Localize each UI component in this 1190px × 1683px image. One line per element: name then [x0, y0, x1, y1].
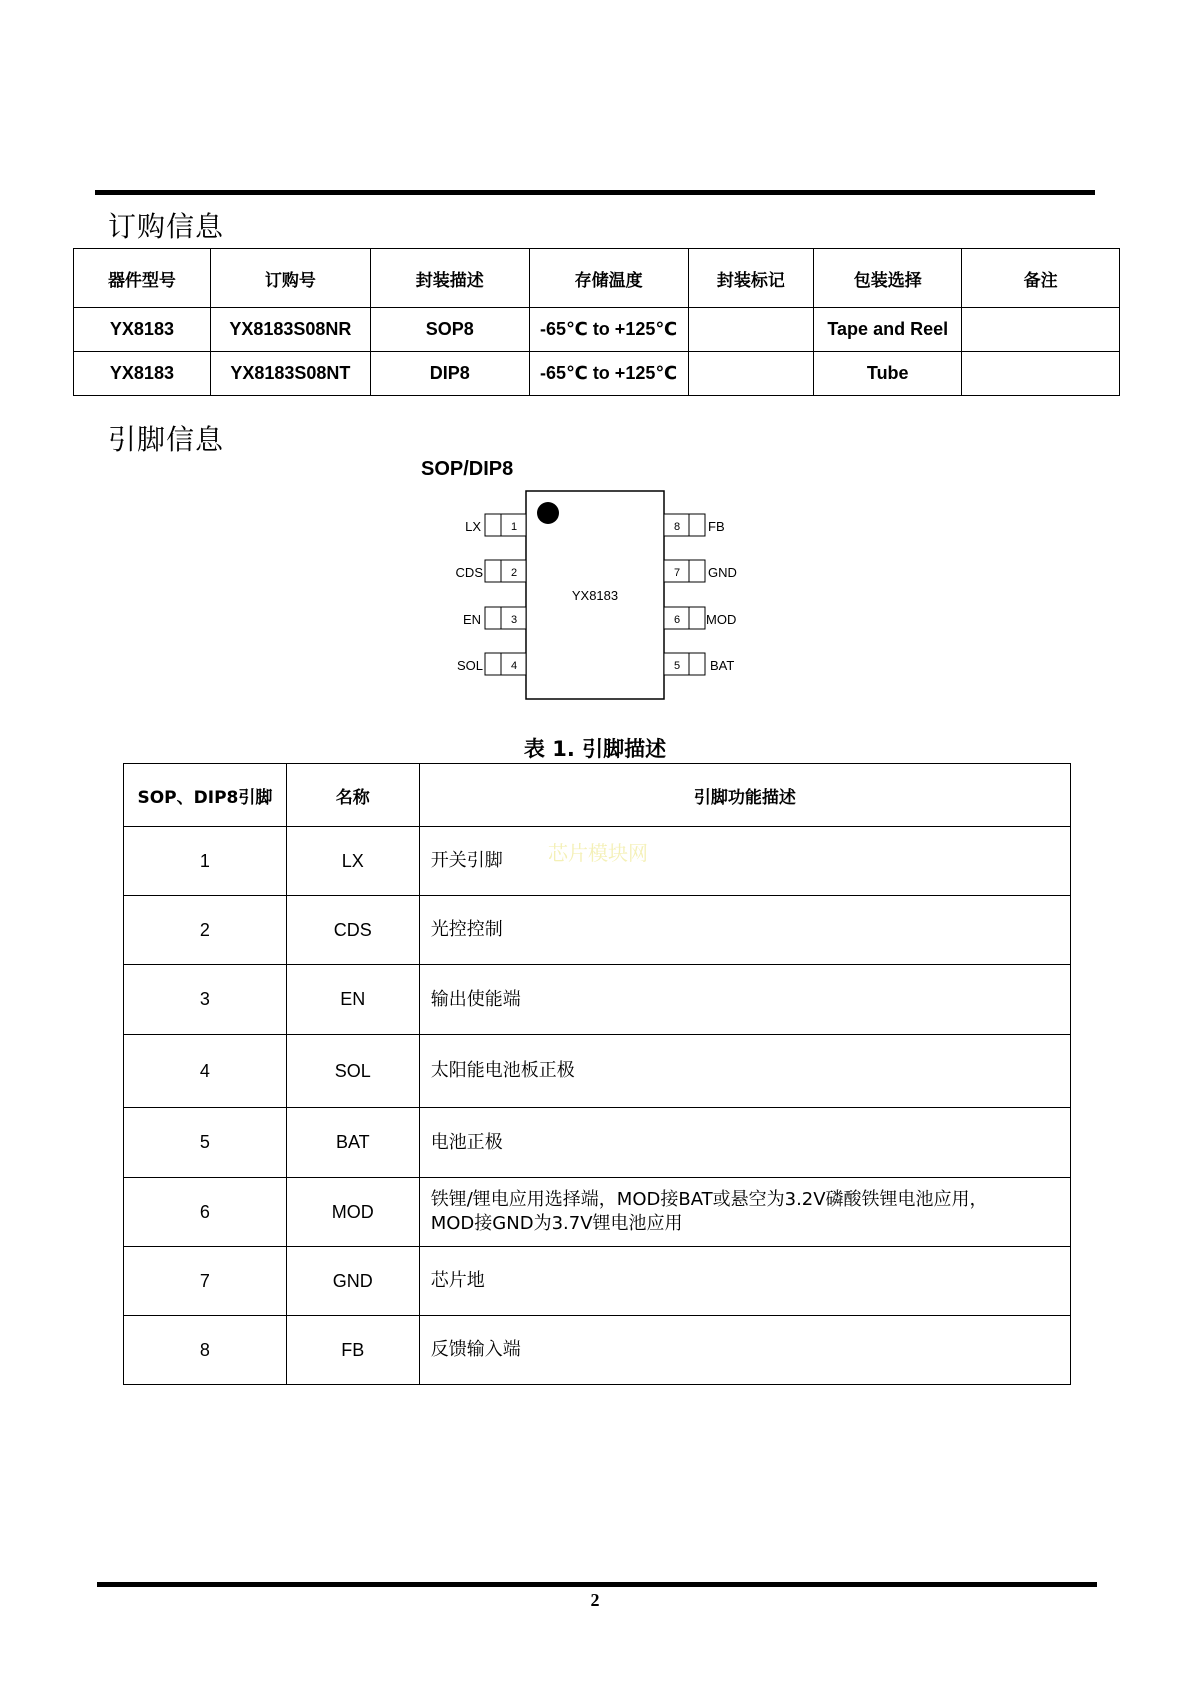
pin-label: CDS	[455, 565, 483, 580]
pin-table-row	[124, 1035, 1071, 1108]
ordering-table	[73, 248, 1120, 396]
left-pin-2	[456, 560, 526, 582]
pin-desc-cell	[419, 1316, 1070, 1385]
ordering-cell: YX8183S08NR	[210, 308, 370, 352]
pin-number: 8	[673, 521, 681, 533]
pin-number-cell: 6	[124, 1178, 287, 1247]
pin-desc-text: 输出使能端	[430, 988, 521, 1010]
pinout-diagram	[0, 480, 1190, 740]
pin-number: 2	[510, 567, 518, 579]
package-label: SOP/DIP8	[421, 458, 514, 480]
pin-label: FB	[708, 519, 725, 534]
ordering-header-cell: 备注	[962, 249, 1120, 308]
pin-table-header-row	[124, 764, 1071, 827]
footer-rule	[97, 1582, 1097, 1587]
left-pin-4	[457, 653, 526, 675]
ordering-cell	[962, 352, 1120, 396]
ordering-cell	[962, 308, 1120, 352]
left-pin-1	[465, 514, 526, 536]
pin-number: 4	[510, 660, 518, 672]
pin-table-header-cell: SOP、DIP8引脚	[124, 764, 287, 827]
pin-desc-text: 电池正极	[430, 1131, 503, 1153]
ordering-header-row	[74, 249, 1120, 308]
pin-desc-cell	[419, 896, 1070, 965]
ordering-cell: SOP8	[370, 308, 529, 352]
pin-stub	[485, 607, 501, 629]
pin-number-cell: 1	[124, 827, 287, 896]
right-pin-5	[664, 653, 734, 675]
pin-number-cell: 7	[124, 1247, 287, 1316]
ordering-header-cell: 存储温度	[529, 249, 688, 308]
pin-desc-cell	[419, 965, 1070, 1035]
chip-label: YX8183	[571, 588, 619, 603]
pin-desc-cell	[419, 1108, 1070, 1178]
pin-table-row	[124, 965, 1071, 1035]
ordering-cell	[688, 352, 814, 396]
ordering-cell: Tape and Reel	[814, 308, 962, 352]
ordering-title: 订购信息	[108, 210, 225, 243]
pin-desc-cell	[419, 1178, 1070, 1247]
ordering-cell: YX8183	[74, 352, 211, 396]
pin-number-cell: 5	[124, 1108, 287, 1178]
right-pin-8	[664, 514, 725, 536]
pin-info-title: 引脚信息	[108, 423, 225, 456]
ordering-header-cell: 封装标记	[688, 249, 814, 308]
pin-name-cell: MOD	[286, 1178, 419, 1247]
pin-name-cell: CDS	[286, 896, 419, 965]
pin-label: MOD	[706, 612, 737, 627]
pin-label: LX	[465, 519, 481, 534]
pin-desc-cell	[419, 827, 1070, 896]
pin-desc-line: MOD接GND为3.7V锂电池应用	[430, 1213, 683, 1234]
pin-table-header-cell: 引脚功能描述	[419, 764, 1070, 827]
ordering-header-cell: 订购号	[210, 249, 370, 308]
pin-table-row	[124, 1247, 1071, 1316]
pin-name-cell: LX	[286, 827, 419, 896]
pin-number: 7	[673, 567, 681, 579]
pin-stub	[485, 514, 501, 536]
watermark: 芯片模块网	[548, 841, 648, 865]
pin-number: 1	[510, 521, 518, 533]
ordering-cell: -65℃ to +125℃	[529, 352, 688, 396]
pin-desc-line: 铁锂/锂电应用选择端，MOD接BAT或悬空为3.2V磷酸铁锂电池应用，	[430, 1189, 988, 1210]
pin-number: 6	[673, 614, 681, 626]
pin-stub	[689, 514, 705, 536]
pin-number-cell: 4	[124, 1035, 287, 1108]
pin-stub	[689, 560, 705, 582]
ordering-cell	[688, 308, 814, 352]
header-rule	[95, 190, 1095, 195]
ordering-header-cell: 封装描述	[370, 249, 529, 308]
pin-stub	[485, 560, 501, 582]
pin-label: BAT	[710, 658, 735, 673]
pin-label: GND	[708, 565, 737, 580]
pin-table-row	[124, 1108, 1071, 1178]
page-number: 2	[590, 1590, 600, 1610]
ordering-cell: YX8183	[74, 308, 211, 352]
left-pin-3	[463, 607, 526, 629]
ordering-row	[74, 352, 1120, 396]
ordering-cell: -65℃ to +125℃	[529, 308, 688, 352]
pin-table-header-cell: 名称	[286, 764, 419, 827]
pin-name-cell: SOL	[286, 1035, 419, 1108]
pin1-marker-dot	[537, 502, 559, 524]
table-caption: 表 1. 引脚描述	[523, 737, 667, 761]
pin-number-cell: 8	[124, 1316, 287, 1385]
pin-desc-text: 太阳能电池板正极	[430, 1060, 575, 1081]
pin-stub	[485, 653, 501, 675]
pin-name-cell: EN	[286, 965, 419, 1035]
ordering-cell: YX8183S08NT	[210, 352, 370, 396]
pin-table-row	[124, 896, 1071, 965]
pin-desc-cell	[419, 1035, 1070, 1108]
ordering-cell: DIP8	[370, 352, 529, 396]
pin-table-row	[124, 1178, 1071, 1247]
pin-label: EN	[462, 612, 481, 627]
ordering-header-cell: 器件型号	[74, 249, 211, 308]
ordering-cell: Tube	[814, 352, 962, 396]
pin-desc-cell	[419, 1247, 1070, 1316]
pin-stub	[689, 653, 705, 675]
ordering-row	[74, 308, 1120, 352]
pin-name-cell: FB	[286, 1316, 419, 1385]
pin-name-cell: BAT	[286, 1108, 419, 1178]
right-pin-7	[664, 560, 737, 582]
pin-number: 5	[673, 660, 681, 672]
pin-table-row	[124, 1316, 1071, 1385]
pin-number-cell: 3	[124, 965, 287, 1035]
pin-label: SOL	[456, 658, 483, 673]
pin-desc-text: 芯片地	[430, 1270, 485, 1291]
pin-name-cell: GND	[286, 1247, 419, 1316]
right-pin-6	[664, 607, 736, 629]
pin-number-cell: 2	[124, 896, 287, 965]
pin-number: 3	[510, 614, 518, 626]
ordering-header-cell: 包装选择	[814, 249, 962, 308]
pin-desc-text: 光控控制	[430, 919, 503, 940]
pin-desc-text: 开关引脚	[430, 850, 503, 871]
pin-desc-text: 反馈输入端	[430, 1339, 521, 1360]
pin-stub	[689, 607, 705, 629]
